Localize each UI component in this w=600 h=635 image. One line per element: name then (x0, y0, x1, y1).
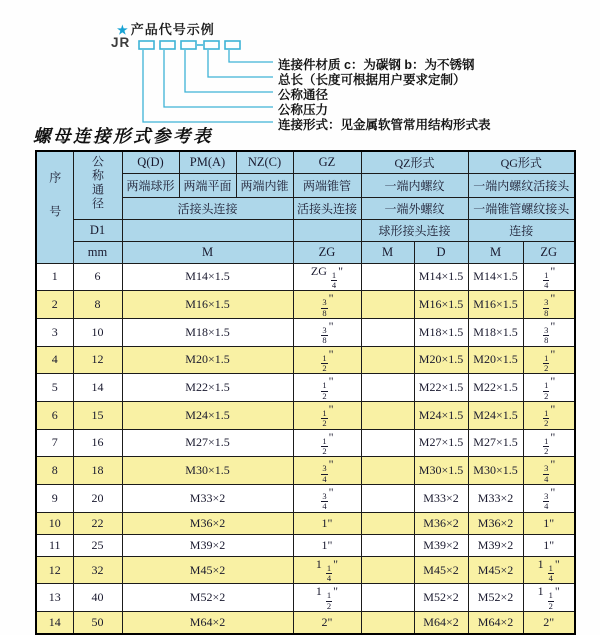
cell-dn: 16 (73, 429, 122, 457)
table-row (36, 512, 575, 534)
cell-no: 4 (36, 346, 73, 374)
code-box (181, 41, 196, 49)
cell-qg_m: M14×1.5 (468, 263, 523, 291)
cell-dn: 20 (73, 485, 122, 513)
cell-no: 5 (36, 374, 73, 402)
table-row (36, 346, 575, 374)
cell-qz_m (361, 374, 414, 402)
conn2-header-qg: 连接 (468, 219, 575, 241)
cell-qz_m (361, 512, 414, 534)
cell-gz: $\frac{1}{2}$ " (293, 401, 361, 429)
cell-qz_d: M52×2 (414, 584, 468, 612)
cell-qg_m: M30×1.5 (468, 457, 523, 485)
cell-qz_m (361, 534, 414, 556)
cell-qz_d: M36×2 (414, 512, 468, 534)
cell-no: 2 (36, 291, 73, 319)
thread-header-zg: ZG (293, 241, 361, 263)
cell-gz: $\frac{1}{2}$ " (293, 346, 361, 374)
cell-qz_m (361, 612, 414, 635)
cell-qz_m (361, 429, 414, 457)
cell-qg_zg: 1 $\frac{1}{2}$ " (523, 584, 575, 612)
table-row (36, 534, 575, 556)
col-header-qd: Q(D) (122, 151, 179, 173)
cell-dn: 10 (73, 318, 122, 346)
type-header-qg: 一端内螺纹活接头 (468, 173, 575, 197)
cell-qg_zg: $\frac{1}{4}$ " (523, 263, 575, 291)
cell-gz: 1 $\frac{1}{4}$ " (293, 556, 361, 584)
cell-gz: $\frac{3}{4}$ " (293, 485, 361, 513)
cell-dn: 40 (73, 584, 122, 612)
cell-dn: 22 (73, 512, 122, 534)
cell-qg_zg: $\frac{1}{2}$ " (523, 401, 575, 429)
conn-header-qz: 一端外螺纹 (361, 197, 468, 219)
label-connection-form: 连接形式：见金属软管常用结构形式表 (278, 118, 491, 132)
cell-qz_d: M24×1.5 (414, 401, 468, 429)
star-icon: ★ (117, 23, 129, 37)
cell-m: M14×1.5 (122, 263, 293, 291)
cell-qz_d: M30×1.5 (414, 457, 468, 485)
conn-header-qg: 一端锥管螺纹接头 (468, 197, 575, 219)
cell-gz: 1" (293, 534, 361, 556)
cell-m: M64×2 (122, 612, 293, 635)
cell-qz_m (361, 291, 414, 319)
cell-m: M16×1.5 (122, 291, 293, 319)
cell-no: 1 (36, 263, 73, 291)
cell-qz_d: M64×2 (414, 612, 468, 635)
cell-qz_d: M14×1.5 (414, 263, 468, 291)
cell-dn: 15 (73, 401, 122, 429)
cell-qg_m: M24×1.5 (468, 401, 523, 429)
cell-qg_m: M36×2 (468, 512, 523, 534)
cell-qg_zg: $\frac{3}{8}$ " (523, 291, 575, 319)
table-row (36, 318, 575, 346)
cell-gz: $\frac{3}{4}$ " (293, 457, 361, 485)
cell-gz: 1" (293, 512, 361, 534)
header-seq: 序号 (36, 151, 73, 263)
cell-qg_zg: 1 $\frac{1}{4}$ " (523, 556, 575, 584)
cell-m: M27×1.5 (122, 429, 293, 457)
cell-m: M33×2 (122, 485, 293, 513)
cell-dn: 32 (73, 556, 122, 584)
empty-cell (122, 219, 293, 241)
cell-qz_m (361, 584, 414, 612)
conn-header-gz: 活接头连接 (293, 197, 361, 219)
code-box (225, 41, 240, 49)
cell-gz: $\frac{1}{2}$ " (293, 429, 361, 457)
nut-connection-table (35, 150, 576, 635)
cell-qg_m: M18×1.5 (468, 318, 523, 346)
thread-header-qg-m: M (468, 241, 523, 263)
cell-qg_zg: $\frac{1}{2}$ " (523, 429, 575, 457)
cell-m: M30×1.5 (122, 457, 293, 485)
cell-qz_d: M27×1.5 (414, 429, 468, 457)
cell-qz_d: M22×1.5 (414, 374, 468, 402)
label-nominal-pressure: 公称压力 (278, 103, 329, 117)
cell-qg_zg: 1" (523, 534, 575, 556)
col-header-gz: GZ (293, 151, 361, 173)
cell-qz_d: M33×2 (414, 485, 468, 513)
cell-gz: 2" (293, 612, 361, 635)
type-header-qd: 两端球形 (122, 173, 179, 197)
col-header-pma: PM(A) (179, 151, 236, 173)
table-row (36, 374, 575, 402)
col-header-qz: QZ形式 (361, 151, 468, 173)
connector-line (208, 50, 273, 77)
cell-no: 3 (36, 318, 73, 346)
cell-qg_m: M33×2 (468, 485, 523, 513)
cell-m: M22×1.5 (122, 374, 293, 402)
diagram-title-text: 产品代号示例 (130, 22, 215, 37)
cell-no: 12 (36, 556, 73, 584)
cell-qz_m (361, 318, 414, 346)
code-box (139, 41, 154, 49)
label-nominal-diameter: 公称通径 (278, 88, 329, 102)
table-row (36, 556, 575, 584)
product-code-prefix: JR (111, 35, 131, 50)
cell-qg_m: M27×1.5 (468, 429, 523, 457)
cell-no: 8 (36, 457, 73, 485)
cell-m: M36×2 (122, 512, 293, 534)
connector-line (164, 50, 273, 107)
label-total-length: 总长（长度可根据用户要求定制） (278, 73, 466, 87)
cell-no: 13 (36, 584, 73, 612)
conn2-header-qz: 球形接头连接 (361, 219, 468, 241)
label-material: 连接件材质 c：为碳钢 b：为不锈钢 (278, 58, 475, 72)
cell-qz_d: M20×1.5 (414, 346, 468, 374)
table-row (36, 485, 575, 513)
cell-dn: 50 (73, 612, 122, 635)
table-row (36, 457, 575, 485)
type-header-gz: 两端锥管 (293, 173, 361, 197)
conn-header-left: 活接头连接 (122, 197, 293, 219)
cell-dn: 8 (73, 291, 122, 319)
type-header-qz: 一端内螺纹 (361, 173, 468, 197)
cell-qg_m: M64×2 (468, 612, 523, 635)
cell-dn: 18 (73, 457, 122, 485)
cell-qg_zg: $\frac{1}{2}$ " (523, 346, 575, 374)
thread-header-qz-d: D (414, 241, 468, 263)
thread-header-qg-zg: ZG (523, 241, 575, 263)
empty-cell (293, 219, 361, 241)
type-header-pma: 两端平面 (179, 173, 236, 197)
cell-no: 11 (36, 534, 73, 556)
cell-qg_zg: $\frac{3}{4}$ " (523, 485, 575, 513)
cell-gz: 1 $\frac{1}{2}$ " (293, 584, 361, 612)
table-row (36, 401, 575, 429)
cell-qz_d: M39×2 (414, 534, 468, 556)
cell-dn: 25 (73, 534, 122, 556)
thread-header-m: M (122, 241, 293, 263)
cell-qz_d: M16×1.5 (414, 291, 468, 319)
cell-gz: ZG $\frac{1}{4}$ " (293, 263, 361, 291)
cell-dn: 6 (73, 263, 122, 291)
table-row (36, 612, 575, 635)
cell-gz: $\frac{3}{8}$ " (293, 291, 361, 319)
cell-qg_m: M39×2 (468, 534, 523, 556)
thread-header-qz-m: M (361, 241, 414, 263)
cell-qg_zg: $\frac{3}{4}$ " (523, 457, 575, 485)
cell-qg_m: M16×1.5 (468, 291, 523, 319)
table-body (36, 263, 575, 634)
table-title: 螺母连接形式参考表 (33, 126, 213, 146)
cell-qg_zg: $\frac{1}{2}$ " (523, 374, 575, 402)
cell-qz_m (361, 485, 414, 513)
type-header-nzc: 两端内锥 (236, 173, 293, 197)
cell-gz: $\frac{1}{2}$ " (293, 374, 361, 402)
cell-m: M52×2 (122, 584, 293, 612)
cell-qz_m (361, 457, 414, 485)
cell-dn: 14 (73, 374, 122, 402)
header-dn: 公称通径 (73, 151, 122, 219)
cell-qg_m: M22×1.5 (468, 374, 523, 402)
cell-no: 10 (36, 512, 73, 534)
cell-m: M45×2 (122, 556, 293, 584)
table-row (36, 291, 575, 319)
cell-no: 7 (36, 429, 73, 457)
table-row (36, 263, 575, 291)
cell-no: 14 (36, 612, 73, 635)
cell-gz: $\frac{3}{8}$ " (293, 318, 361, 346)
table-row (36, 429, 575, 457)
code-box (160, 41, 175, 49)
cell-qg_m: M45×2 (468, 556, 523, 584)
cell-m: M20×1.5 (122, 346, 293, 374)
cell-qz_d: M45×2 (414, 556, 468, 584)
col-header-nzc: NZ(C) (236, 151, 293, 173)
cell-qz_m (361, 401, 414, 429)
cell-qg_zg: $\frac{3}{8}$ " (523, 318, 575, 346)
cell-qg_zg: 2" (523, 612, 575, 635)
cell-qz_m (361, 556, 414, 584)
header-unit: mm (73, 241, 122, 263)
cell-qg_m: M20×1.5 (468, 346, 523, 374)
cell-no: 6 (36, 401, 73, 429)
table-row (36, 584, 575, 612)
cell-m: M18×1.5 (122, 318, 293, 346)
cell-qz_m (361, 263, 414, 291)
cell-no: 9 (36, 485, 73, 513)
cell-qg_m: M52×2 (468, 584, 523, 612)
cell-m: M24×1.5 (122, 401, 293, 429)
col-header-qg: QG形式 (468, 151, 575, 173)
cell-m: M39×2 (122, 534, 293, 556)
header-d1: D1 (73, 219, 122, 241)
cell-dn: 12 (73, 346, 122, 374)
cell-qz_m (361, 346, 414, 374)
connector-line (229, 50, 273, 62)
cell-qg_zg: 1" (523, 512, 575, 534)
cell-qz_d: M18×1.5 (414, 318, 468, 346)
code-box (204, 41, 219, 49)
